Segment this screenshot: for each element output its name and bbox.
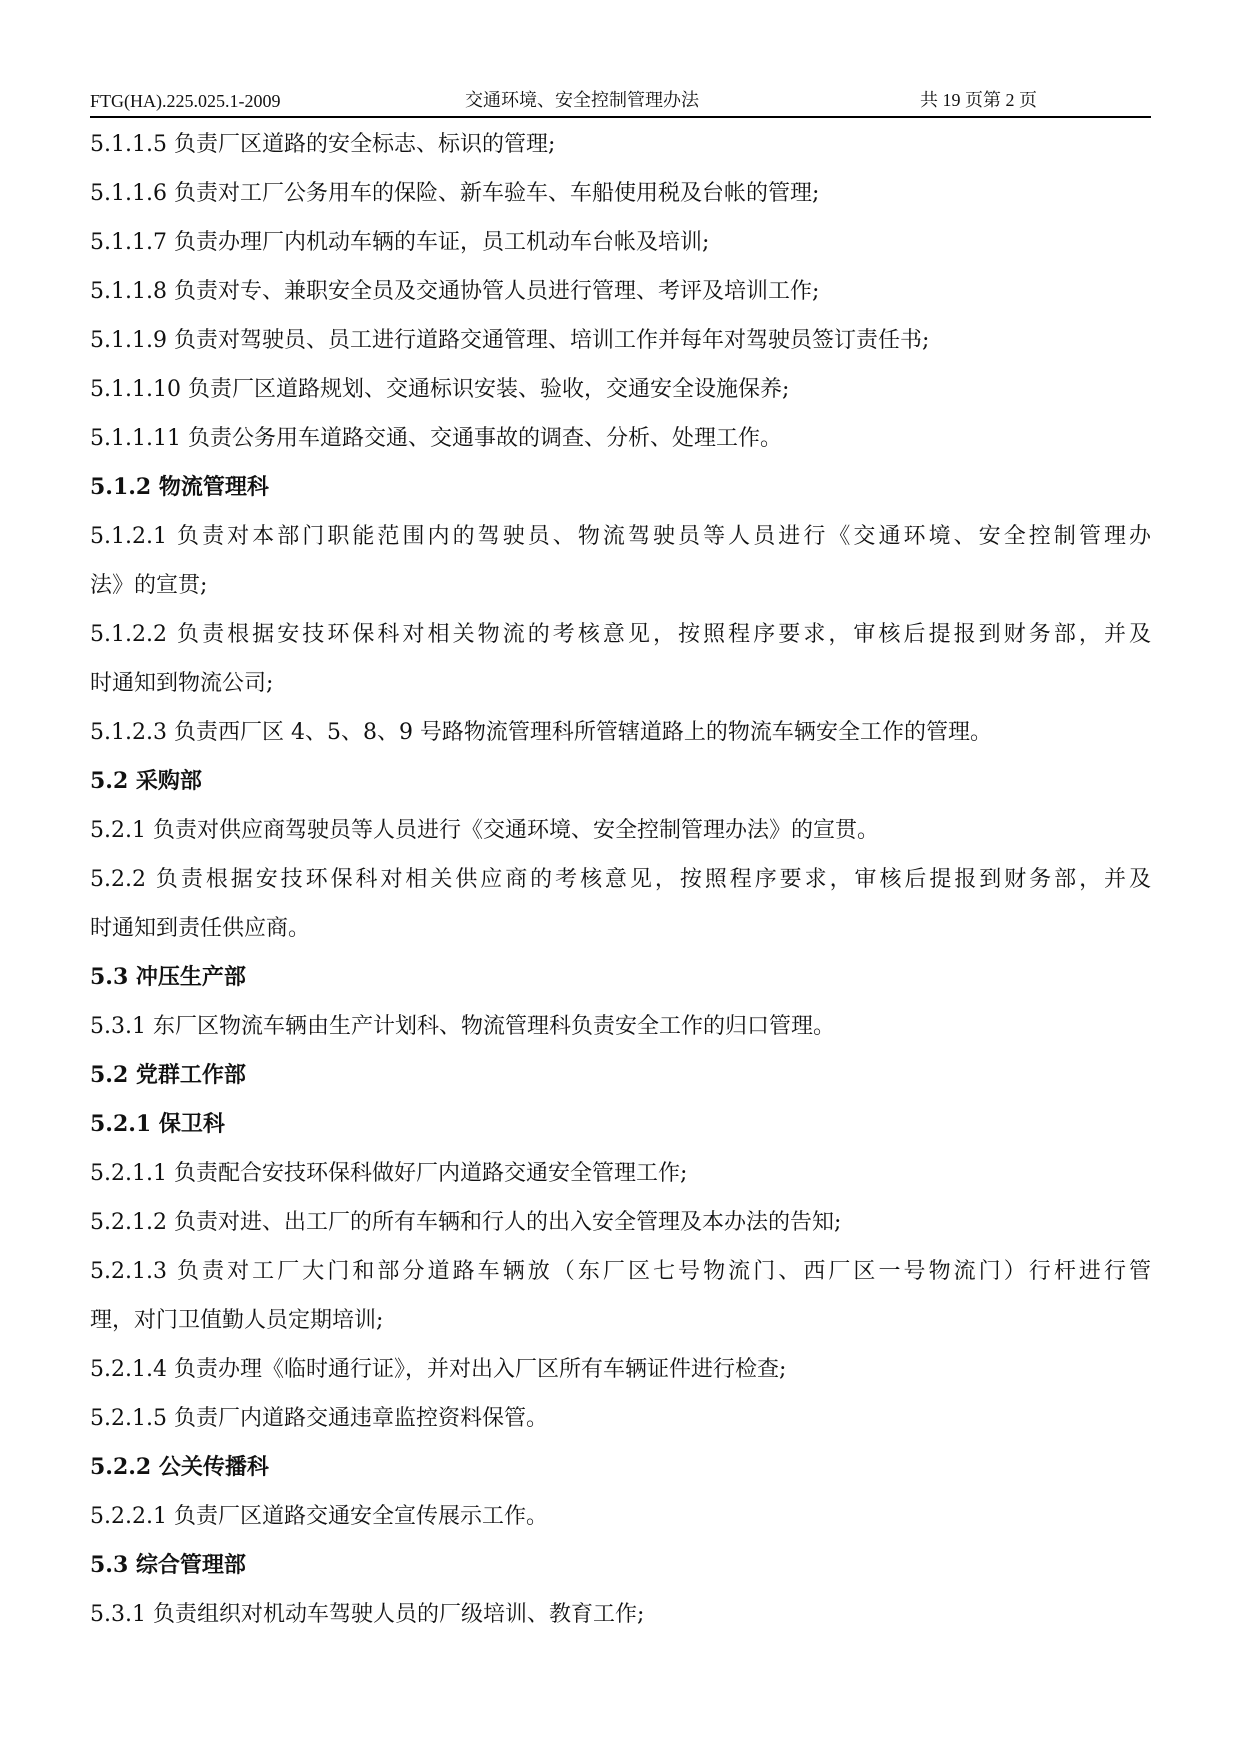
clause-5-1-1-11: 5.1.1.11 负责公务用车道路交通、交通事故的调查、分析、处理工作。 [90,426,782,451]
clause-5-1-1-7: 5.1.1.7 负责办理厂内机动车辆的车证，员工机动车台帐及培训; [90,230,710,255]
page-number: 共 19 页第 2 页 [920,90,1037,110]
clause-5-2-1: 5.2.1 负责对供应商驾驶员等人员进行《交通环境、安全控制管理办法》的宣贯。 [90,818,879,843]
clause-5-2-1-3: 5.2.1.3 负责对工厂大门和部分道路车辆放（东厂区七号物流门、西厂区一号物流门）行杆进行管 [90,1259,1151,1284]
clause-5-3-1-admin: 5.3.1 负责组织对机动车驾驶人员的厂级培训、教育工作; [90,1602,645,1627]
clause-5-1-2-1: 5.1.2.1 负责对本部门职能范围内的驾驶员、物流驾驶员等人员进行《交通环境、安全控制管理办 [90,524,1151,549]
clause-5-1-1-10: 5.1.1.10 负责厂区道路规划、交通标识安装、验收，交通安全设施保养; [90,377,790,402]
clause-5-2-2: 5.2.2 负责根据安技环保科对相关供应商的考核意见，按照程序要求，审核后提报到财务部，并及 [90,867,1151,892]
clause-5-2-1-4: 5.2.1.4 负责办理《临时通行证》，并对出入厂区所有车辆证件进行检查; [90,1357,787,1382]
section-heading-5-1-2: 5.1.2 物流管理科 [90,474,269,500]
section-heading-5-2-1: 5.2.1 保卫科 [90,1111,225,1137]
clause-5-1-1-8: 5.1.1.8 负责对专、兼职安全员及交通协管人员进行管理、考评及培训工作; [90,279,820,304]
page-header [90,86,1151,118]
clause-5-1-1-6: 5.1.1.6 负责对工厂公务用车的保险、新车验车、车船使用税及台帐的管理; [90,181,820,206]
clause-5-2-1-2: 5.2.1.2 负责对进、出工厂的所有车辆和行人的出入安全管理及本办法的告知; [90,1210,842,1235]
clause-5-2-2-cont: 时通知到责任供应商。 [90,916,311,941]
clause-5-1-1-9: 5.1.1.9 负责对驾驶员、员工进行道路交通管理、培训工作并每年对驾驶员签订责任书; [90,328,930,353]
clause-5-1-2-2-cont: 时通知到物流公司; [90,671,274,696]
clause-5-1-2-2: 5.1.2.2 负责根据安技环保科对相关物流的考核意见，按照程序要求，审核后提报到财务部，并及 [90,622,1151,647]
clause-5-2-1-5: 5.2.1.5 负责厂内道路交通违章监控资料保管。 [90,1406,548,1431]
section-heading-5-2-purchasing: 5.2 采购部 [90,768,202,794]
clause-5-3-1: 5.3.1 东厂区物流车辆由生产计划科、物流管理科负责安全工作的归口管理。 [90,1014,835,1039]
clause-5-2-1-3-cont: 理，对门卫值勤人员定期培训; [90,1308,384,1333]
clause-5-2-1-1: 5.2.1.1 负责配合安技环保科做好厂内道路交通安全管理工作; [90,1161,688,1186]
clause-5-1-2-3: 5.1.2.3 负责西厂区 4、5、8、9 号路物流管理科所管辖道路上的物流车辆安全工作的管理。 [90,720,992,745]
section-heading-5-3-admin: 5.3 综合管理部 [90,1552,246,1578]
document-title: 交通环境、安全控制管理办法 [465,90,699,110]
section-heading-5-2-2: 5.2.2 公关传播科 [90,1454,269,1480]
document-body [90,120,1151,1639]
clause-5-1-2-1-cont: 法》的宣贯; [90,573,208,598]
clause-5-1-1-5: 5.1.1.5 负责厂区道路的安全标志、标识的管理; [90,132,556,157]
section-heading-5-2-party: 5.2 党群工作部 [90,1062,246,1088]
clause-5-2-2-1: 5.2.2.1 负责厂区道路交通安全宣传展示工作。 [90,1504,548,1529]
document-code: FTG(HA).225.025.1-2009 [90,91,281,111]
section-heading-5-3-stamping: 5.3 冲压生产部 [90,964,246,990]
